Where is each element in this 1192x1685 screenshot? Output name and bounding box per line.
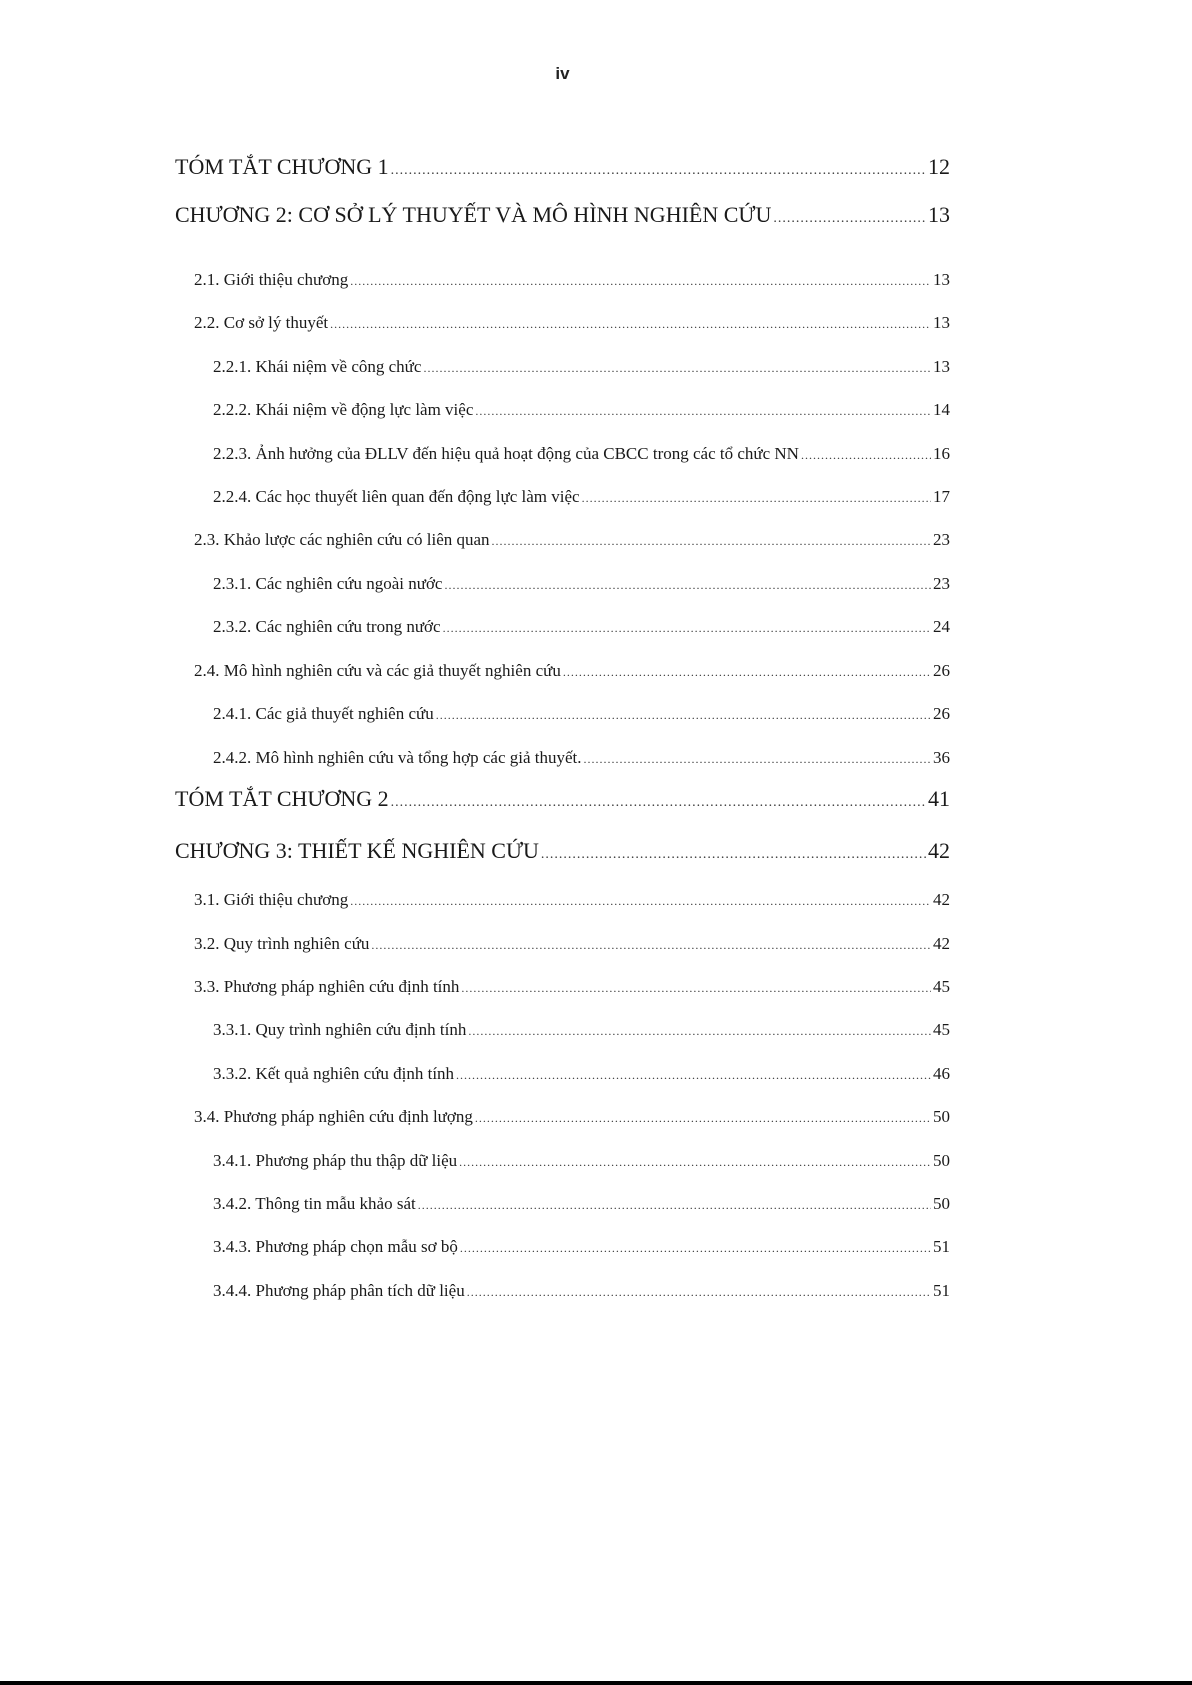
toc-entry-page-number: 36 [933, 748, 950, 767]
toc-entry-page-number: 42 [928, 838, 950, 863]
toc-entry[interactable] [213, 1237, 950, 1257]
toc-entry[interactable] [213, 1151, 950, 1171]
toc-dot-leader [456, 1068, 931, 1083]
toc-entry-label: 3.3. Phương pháp nghiên cứu định tính [194, 977, 460, 996]
toc-entry[interactable] [194, 270, 950, 290]
toc-entry-page-number: 24 [933, 617, 950, 636]
toc-entry[interactable] [213, 487, 950, 507]
toc-entry-page-number: 26 [933, 704, 950, 723]
toc-entry-label: 2.2.1. Khái niệm về công chức [213, 357, 422, 376]
toc-entry-label: 3.2. Quy trình nghiên cứu [194, 934, 370, 953]
toc-entry-label: 2.2.3. Ảnh hưởng của ĐLLV đến hiệu quả hoạt động của CBCC trong các tổ chức NN [213, 444, 799, 463]
toc-dot-leader [459, 1155, 931, 1170]
toc-entry-label: 3.4.2. Thông tin mẫu khảo sát [213, 1194, 416, 1213]
toc-chapter-entry[interactable] [175, 154, 950, 180]
toc-entry-page-number: 50 [933, 1107, 950, 1126]
toc-entry-label: 2.3.1. Các nghiên cứu ngoài nước [213, 574, 443, 593]
toc-entry-label: 2.1. Giới thiệu chương [194, 270, 349, 289]
toc-dot-leader [801, 448, 931, 463]
toc-entry-label: TÓM TẮT CHƯƠNG 1 [175, 154, 389, 179]
toc-entry-label: CHƯƠNG 2: CƠ SỞ LÝ THUYẾT VÀ MÔ HÌNH NGHIÊN CỨU [175, 202, 772, 227]
toc-entry-page-number: 45 [933, 977, 950, 996]
toc-entry-page-number: 42 [933, 934, 950, 953]
toc-entry-label: 3.3.1. Quy trình nghiên cứu định tính [213, 1020, 467, 1039]
toc-entry-page-number: 14 [933, 400, 950, 419]
toc-dot-leader [467, 1285, 931, 1300]
toc-entry-label: 2.3.2. Các nghiên cứu trong nước [213, 617, 441, 636]
toc-entry-label: 2.2.4. Các học thuyết liên quan đến động lực làm việc [213, 487, 580, 506]
toc-dot-leader [443, 621, 931, 636]
toc-dot-leader [418, 1198, 931, 1213]
toc-dot-leader [371, 938, 931, 953]
toc-entry[interactable] [194, 530, 950, 550]
toc-entry-label: 3.4.4. Phương pháp phân tích dữ liệu [213, 1281, 465, 1300]
toc-entry-page-number: 42 [933, 890, 950, 909]
toc-entry-label: 3.3.2. Kết quả nghiên cứu định tính [213, 1064, 455, 1083]
toc-entry[interactable] [213, 574, 950, 594]
toc-entry-page-number: 13 [933, 270, 950, 289]
toc-dot-leader [423, 361, 931, 376]
toc-dot-leader [563, 665, 931, 680]
toc-entry[interactable] [213, 617, 950, 637]
toc-dot-leader [492, 534, 931, 549]
toc-entry[interactable] [194, 934, 950, 954]
toc-entry-label: TÓM TẮT CHƯƠNG 2 [175, 786, 389, 811]
toc-entry-page-number: 13 [928, 202, 950, 227]
toc-entry-label: 2.4.1. Các giả thuyết nghiên cứu [213, 704, 434, 723]
toc-dot-leader [391, 163, 926, 179]
toc-entry[interactable] [213, 1281, 950, 1301]
toc-dot-leader [350, 894, 931, 909]
toc-dot-leader [436, 708, 931, 723]
page-number: iv [555, 64, 570, 83]
toc-entry-label: CHƯƠNG 3: THIẾT KẾ NGHIÊN CỨU [175, 838, 539, 863]
toc-entry-page-number: 50 [933, 1151, 950, 1170]
toc-entry-label: 3.4.3. Phương pháp chọn mẫu sơ bộ [213, 1237, 458, 1256]
toc-chapter-entry[interactable] [175, 786, 950, 812]
toc-entry-page-number: 12 [928, 154, 950, 179]
toc-entry-label: 3.4.1. Phương pháp thu thập dữ liệu [213, 1151, 458, 1170]
toc-chapter-entry[interactable] [175, 202, 950, 228]
toc-entry[interactable] [213, 357, 950, 377]
toc-dot-leader [773, 211, 926, 227]
toc-dot-leader [475, 404, 931, 419]
toc-entry-page-number: 16 [933, 444, 950, 463]
toc-entry[interactable] [213, 1020, 950, 1040]
toc-dot-leader [330, 317, 931, 332]
toc-entry[interactable] [194, 1107, 950, 1127]
toc-entry-page-number: 51 [933, 1281, 950, 1300]
toc-entry-label: 2.4.2. Mô hình nghiên cứu và tổng hợp các giả thuyết. [213, 748, 582, 767]
toc-entry-label: 3.1. Giới thiệu chương [194, 890, 349, 909]
toc-dot-leader [468, 1024, 931, 1039]
toc-dot-leader [350, 274, 931, 289]
toc-entry[interactable] [213, 444, 950, 464]
toc-entry-page-number: 50 [933, 1194, 950, 1213]
toc-entry[interactable] [213, 704, 950, 724]
toc-entry[interactable] [213, 1194, 950, 1214]
toc-entry-page-number: 26 [933, 661, 950, 680]
toc-entry[interactable] [213, 400, 950, 420]
toc-entry-label: 2.4. Mô hình nghiên cứu và các giả thuyết nghiên cứu [194, 661, 561, 680]
toc-entry[interactable] [194, 890, 950, 910]
toc-dot-leader [541, 847, 926, 863]
toc-entry-page-number: 13 [933, 357, 950, 376]
toc-entry[interactable] [194, 977, 950, 997]
toc-entry-label: 2.3. Khảo lược các nghiên cứu có liên quan [194, 530, 490, 549]
toc-entry[interactable] [213, 1064, 950, 1084]
toc-entry-page-number: 13 [933, 313, 950, 332]
toc-entry-page-number: 46 [933, 1064, 950, 1083]
toc-dot-leader [461, 981, 931, 996]
toc-entry[interactable] [213, 748, 950, 768]
toc-entry[interactable] [194, 313, 950, 333]
toc-entry-page-number: 41 [928, 786, 950, 811]
toc-chapter-entry[interactable] [175, 838, 950, 864]
toc-dot-leader [444, 578, 931, 593]
toc-dot-leader [582, 491, 931, 506]
toc-dot-leader [391, 795, 926, 811]
toc-entry-label: 2.2. Cơ sở lý thuyết [194, 313, 329, 332]
toc-dot-leader [584, 752, 931, 767]
toc-entry-page-number: 17 [933, 487, 950, 506]
toc-entry[interactable] [194, 661, 950, 681]
toc-entry-page-number: 23 [933, 574, 950, 593]
toc-entry-page-number: 23 [933, 530, 950, 549]
toc-dot-leader [460, 1241, 931, 1256]
toc-entry-label: 2.2.2. Khái niệm về động lực làm việc [213, 400, 474, 419]
toc-entry-page-number: 51 [933, 1237, 950, 1256]
bottom-border [0, 1681, 1192, 1685]
toc-entry-page-number: 45 [933, 1020, 950, 1039]
toc-entry-label: 3.4. Phương pháp nghiên cứu định lượng [194, 1107, 473, 1126]
toc-dot-leader [475, 1111, 931, 1126]
